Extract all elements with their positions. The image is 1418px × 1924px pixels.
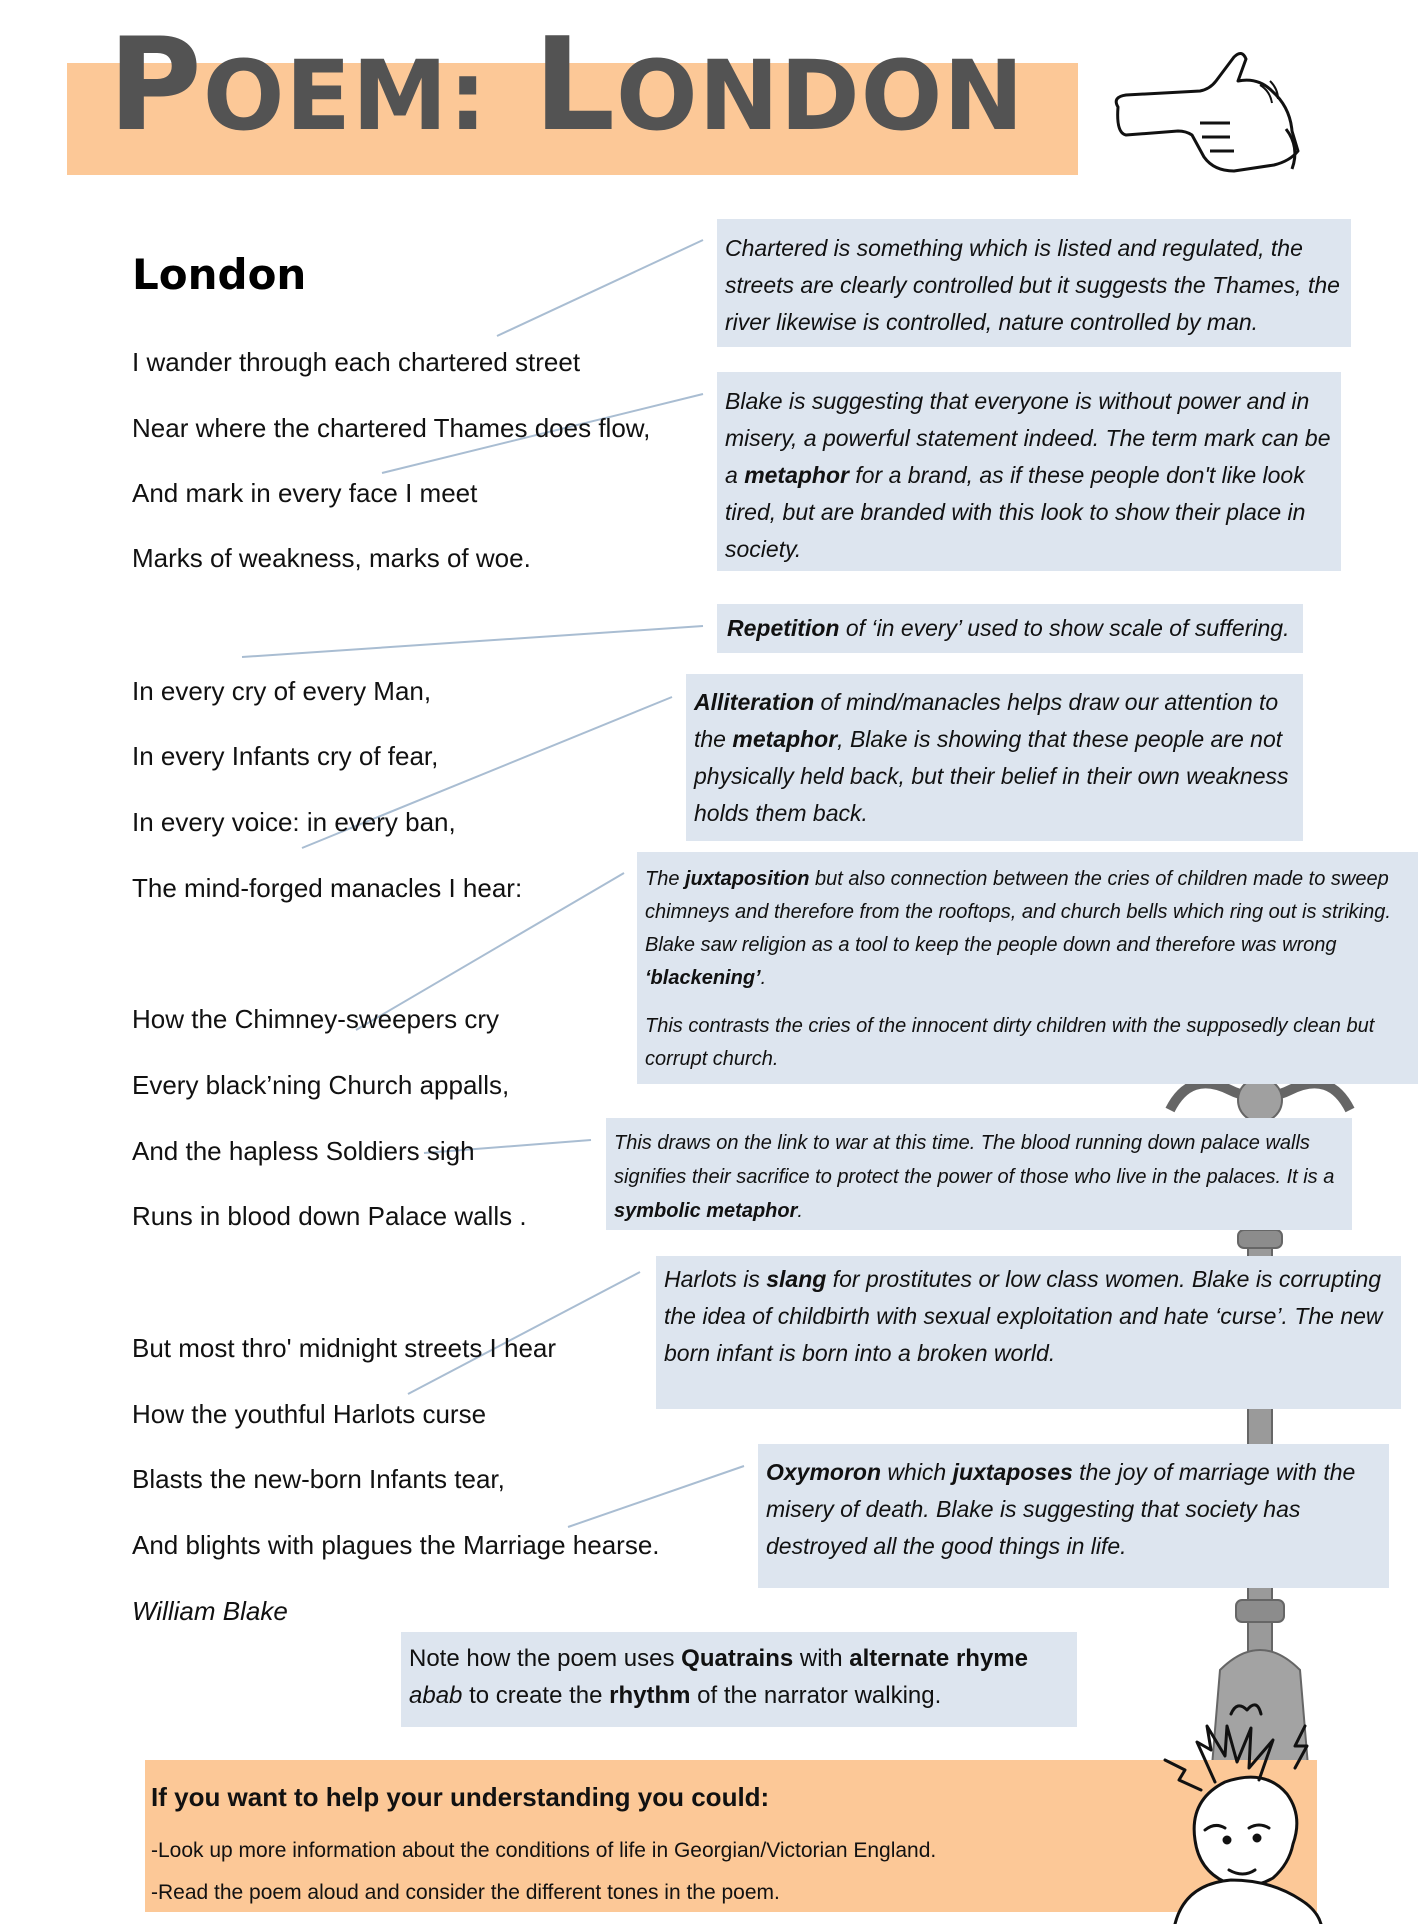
poem-line: But most thro' midnight streets I hear (132, 1333, 557, 1363)
annotation-war: This draws on the link to war at this time. The blood running down palace walls signifies their sacrifice to protect the power of those who live in the palaces. It is a symbolic metaphor. (606, 1118, 1352, 1230)
poem-line: In every Infants cry of fear, (132, 741, 439, 771)
poem-line: Marks of weakness, marks of woe. (132, 543, 531, 573)
poem-line: In every cry of every Man, (132, 676, 432, 706)
poem-line: And the hapless Soldiers sigh (132, 1136, 475, 1166)
poem-line: How the youthful Harlots curse (132, 1399, 487, 1429)
rhyme-note: Note how the poem uses Quatrains with alternate rhyme abab to create the rhythm of the narrator walking. (401, 1632, 1077, 1727)
tip-item: -Look up more information about the conditions of life in Georgian/Victorian England. (151, 1839, 937, 1862)
poem-line: And blights with plagues the Marriage hearse. (132, 1530, 660, 1560)
annotation-oxymoron: Oxymoron which juxtaposes the joy of marriage with the misery of death. Blake is suggesting that society has destroyed all the good things in life. (758, 1444, 1389, 1588)
poem-line: I wander through each chartered street (132, 347, 581, 377)
annotation-juxtaposition: The juxtaposition but also connection between the cries of children made to sweep chimneys and therefore from the rooftops, and church bells which ring out is striking. Blake saw religion as a tool to keep the people down and therefore was wrong ‘blackening’. This contrasts the cries of the innocent dirty children with the supposedly clean but corrupt church. (637, 852, 1418, 1084)
poem-title: London (132, 250, 307, 299)
poem-line: The mind-forged manacles I hear: (132, 873, 523, 903)
poem-line: Runs in blood down Palace walls . (132, 1201, 527, 1231)
page-title: POEM: LONDON (108, 11, 1025, 160)
annotation-repetition: Repetition of ‘in every’ used to show scale of suffering. (717, 604, 1303, 653)
poem-author: William Blake (132, 1596, 288, 1626)
pointing-hand-icon (1110, 45, 1310, 185)
annotation-chartered: Chartered is something which is listed and regulated, the streets are clearly controlled but it suggests the Thames, the river likewise is controlled, nature controlled by man. (717, 219, 1351, 347)
annotation-harlots: Harlots is slang for prostitutes or low class women. Blake is corrupting the idea of childbirth with sexual exploitation and hate ‘curse’. The new born infant is born into a broken world. (656, 1256, 1401, 1409)
poem-line: Blasts the new-born Infants tear, (132, 1464, 505, 1494)
tip-item: -Read the poem aloud and consider the different tones in the poem. (151, 1881, 780, 1904)
annotation-mark: Blake is suggesting that everyone is without power and in misery, a powerful statement indeed. The term mark can be a metaphor for a brand, as if these people don't like look tired, but are branded with this look to show their place in society. (717, 372, 1341, 571)
tips-heading: If you want to help your understanding you could: (151, 1782, 770, 1812)
poem-line: Every black’ning Church appalls, (132, 1070, 510, 1100)
thinking-head-icon (1145, 1690, 1345, 1924)
poem-line: How the Chimney-sweepers cry (132, 1004, 500, 1034)
tips-box (145, 1760, 1317, 1912)
poem-line: And mark in every face I meet (132, 478, 478, 508)
annotation-alliteration: Alliteration of mind/manacles helps draw our attention to the metaphor, Blake is showing that these people are not physically held back, but their belief in their own weakness holds them back. (686, 674, 1303, 841)
poem-line: In every voice: in every ban, (132, 807, 456, 837)
poem-line: Near where the chartered Thames does flow, (132, 413, 651, 443)
